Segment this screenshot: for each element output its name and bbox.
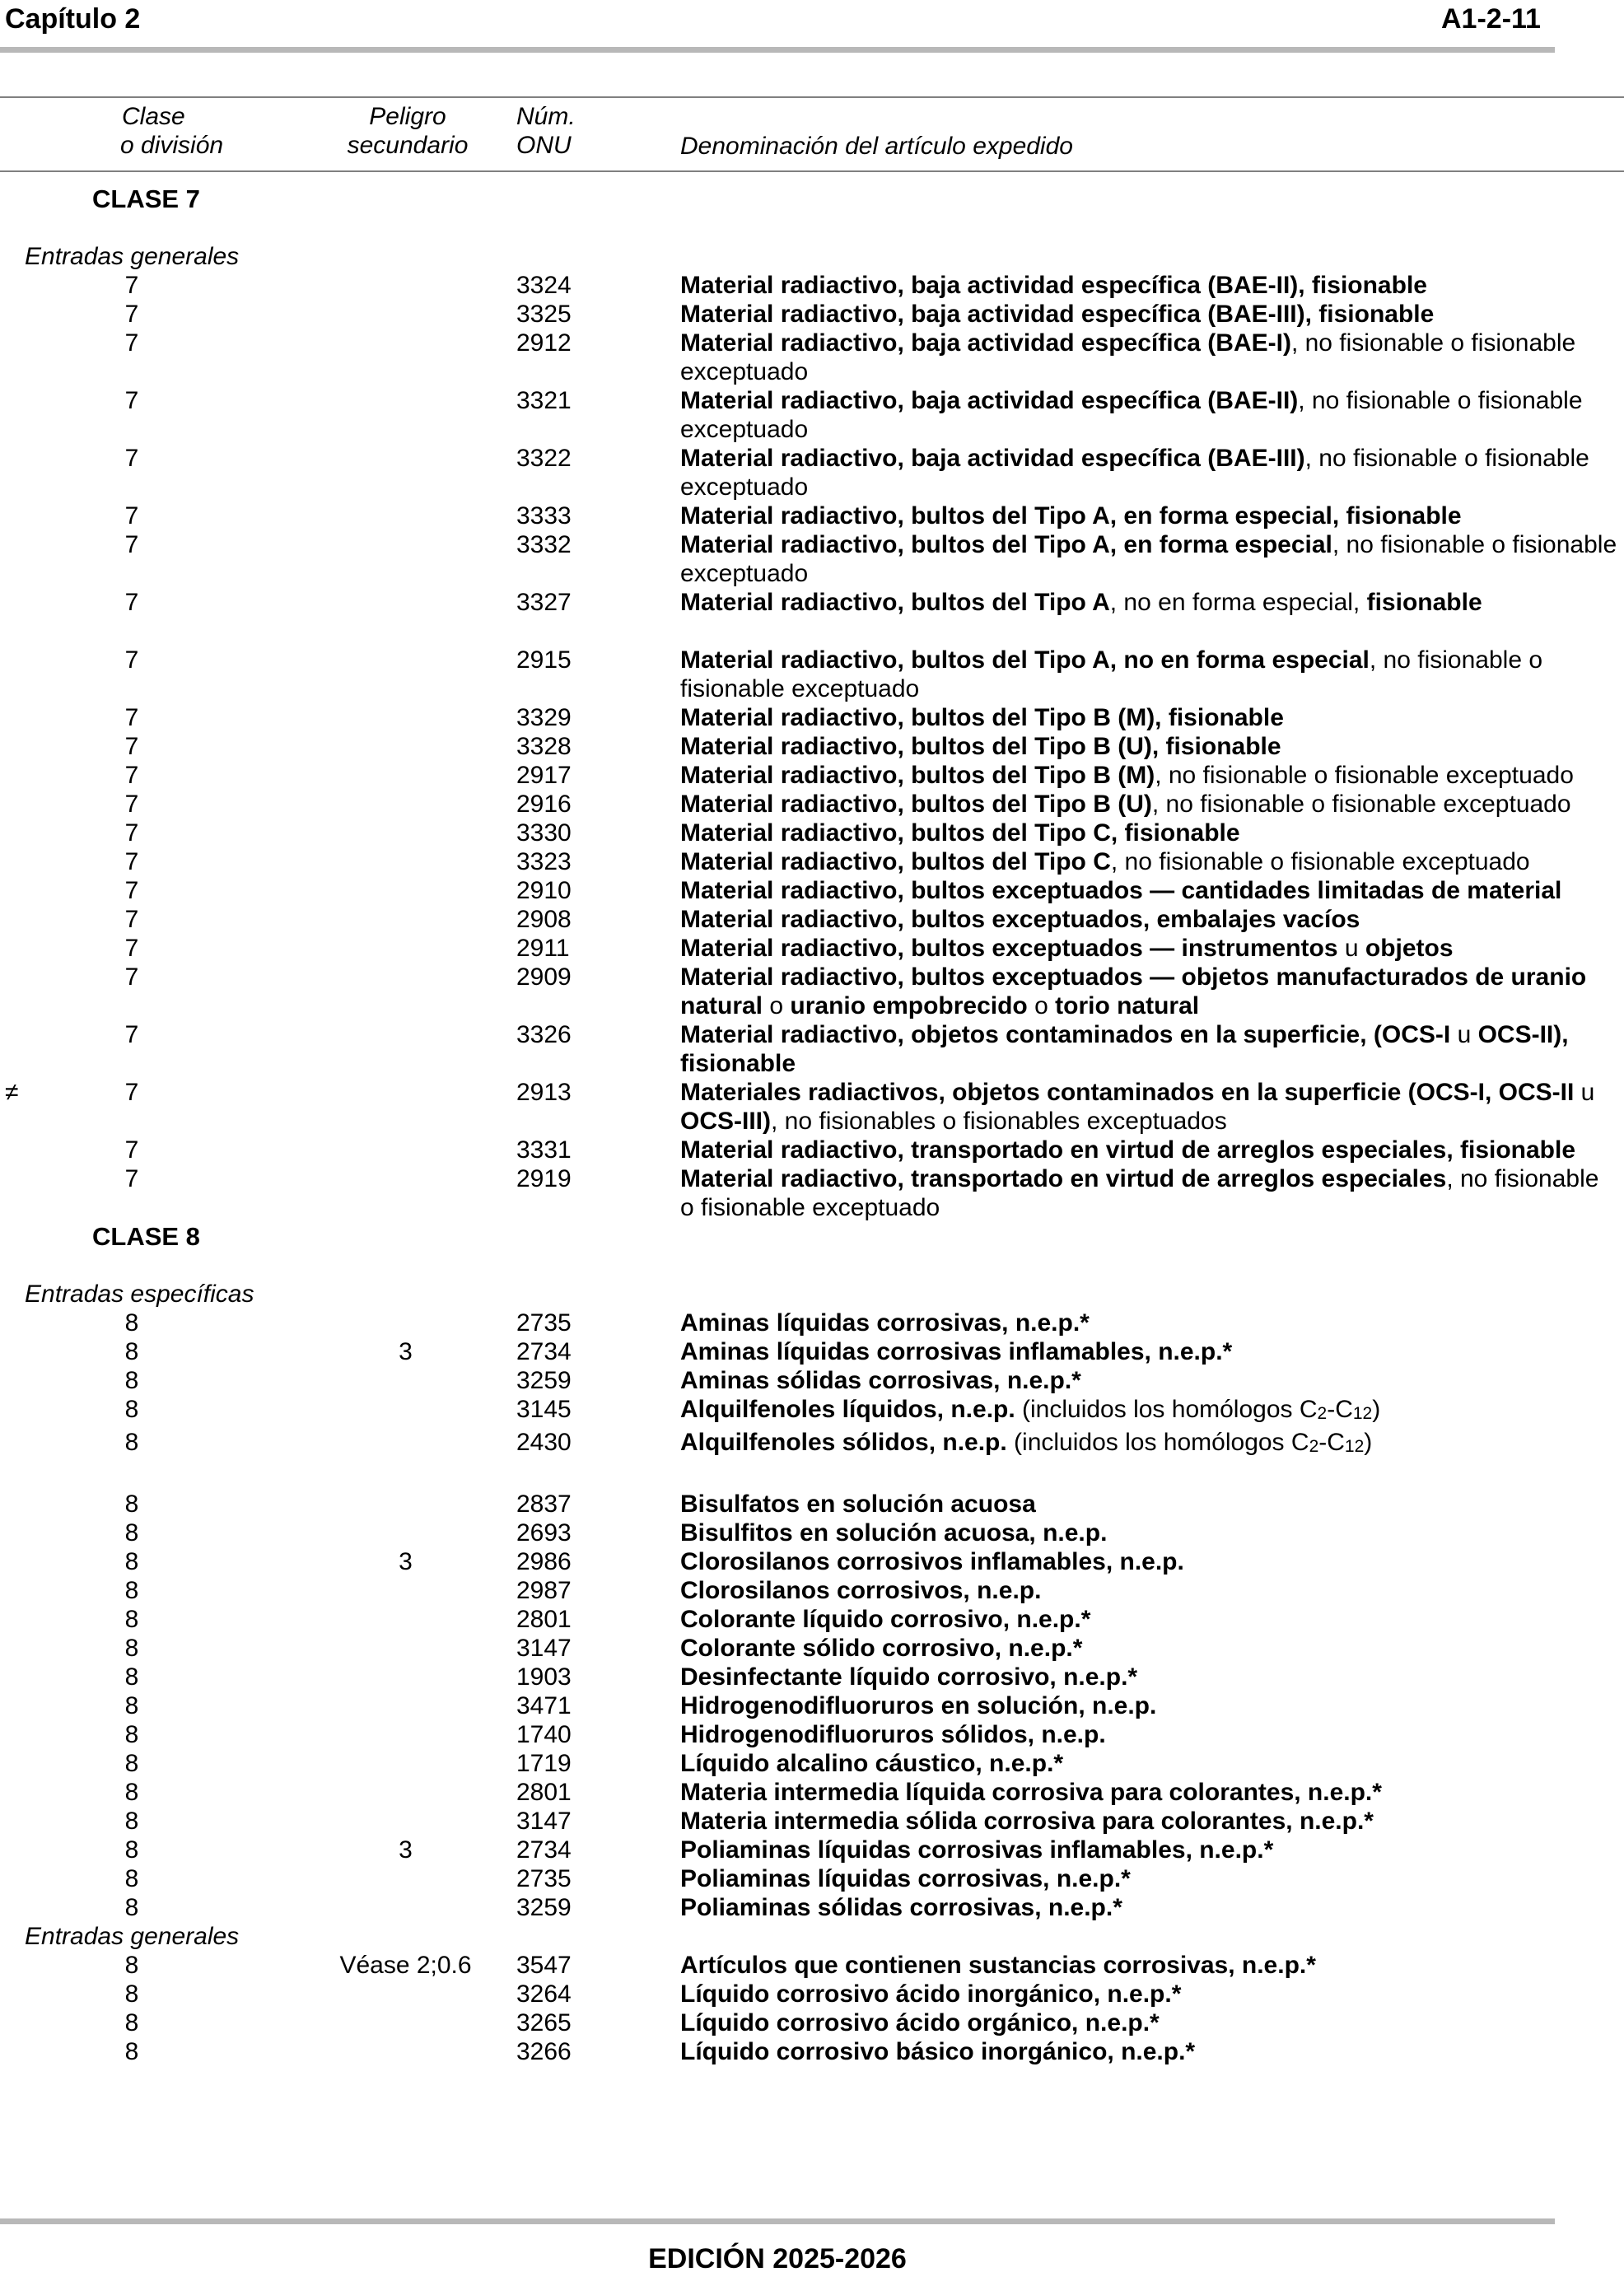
table-row: [0, 1519, 1624, 1547]
bold-name-segment: Líquido corrosivo básico inorgánico, n.e.p.*: [680, 2038, 1196, 2065]
shipping-name-cell: [680, 300, 1619, 329]
shipping-name-cell: [680, 934, 1619, 963]
edition-footer: EDICIÓN 2025-2026: [648, 2243, 907, 2274]
un-number-cell: 2693: [516, 1519, 572, 1547]
subscript-segment: 12: [1352, 1404, 1373, 1423]
table-row: [0, 588, 1624, 617]
row-spacer: [0, 1461, 1624, 1490]
bold-name-segment: Poliaminas sólidas corrosivas, n.e.p.*: [680, 1894, 1122, 1921]
column-header-shipping-name: Denominación del artículo expedido: [680, 133, 1073, 160]
un-number-cell: 2837: [516, 1491, 572, 1518]
shipping-name-cell: [680, 761, 1619, 790]
shipping-name-cell: [680, 2008, 1619, 2037]
column-header-secondary: [338, 102, 478, 160]
group-heading: Entradas generales: [25, 243, 240, 270]
table-row: [0, 847, 1624, 876]
bold-name-segment: Hidrogenodifluoruros sólidos, n.e.p.: [680, 1721, 1106, 1748]
table-row: [0, 1807, 1624, 1836]
un-number-cell: 3265: [516, 2009, 572, 2036]
class-cell: 8: [124, 1865, 139, 1892]
class-cell: 8: [124, 1750, 139, 1777]
table-header-rule: [0, 170, 1624, 172]
shipping-name-cell: [680, 2037, 1619, 2066]
plain-name-segment: , no fisionable o fisionable exceptuado: [680, 1165, 1599, 1221]
shipping-name-cell: [680, 1136, 1619, 1164]
bold-name-segment: Material radiactivo, bultos del Tipo A, en forma especial, fisionable: [680, 502, 1462, 530]
column-header-class-line2: o división: [120, 132, 224, 159]
table-row: [0, 1634, 1624, 1663]
class-heading: [0, 1222, 1624, 1280]
plain-name-segment: -C: [1318, 1429, 1345, 1456]
table-row: [0, 329, 1624, 386]
table-row: [0, 790, 1624, 819]
table-top-rule: [0, 96, 1624, 98]
class-cell: 8: [124, 1635, 139, 1662]
bold-name-segment: Material radiactivo, bultos del Tipo B (U), fisionable: [680, 733, 1281, 760]
class-cell: 8: [124, 1309, 139, 1337]
bold-name-segment: Clorosilanos corrosivos inflamables, n.e.p.: [680, 1548, 1184, 1575]
class-cell: 7: [124, 1079, 139, 1106]
shipping-name-cell: [680, 386, 1619, 444]
secondary-hazard-cell: 3: [399, 1338, 413, 1365]
class-cell: 8: [124, 1663, 139, 1691]
un-number-cell: 3471: [516, 1692, 572, 1719]
table-row: [0, 1836, 1624, 1864]
bold-name-segment: uranio empobrecido: [790, 992, 1028, 1019]
table-row: [0, 963, 1624, 1020]
un-number-cell: 2913: [516, 1079, 572, 1106]
un-number-cell: 2734: [516, 1338, 572, 1365]
plain-name-segment: ): [1372, 1396, 1381, 1423]
un-number-cell: 3332: [516, 531, 572, 558]
shipping-name-cell: [680, 819, 1619, 847]
bold-name-segment: Material radiactivo, bultos del Tipo B (M), fisionable: [680, 704, 1284, 731]
shipping-name-cell: [680, 1605, 1619, 1634]
un-number-cell: 3266: [516, 2038, 572, 2065]
bold-name-segment: Material radiactivo, baja actividad específica (BAE-II): [680, 387, 1299, 414]
chapter-title: Capítulo 2: [5, 3, 141, 35]
shipping-name-cell: [680, 1020, 1619, 1078]
table-row: [0, 732, 1624, 761]
bold-name-segment: Material radiactivo, bultos del Tipo B (M): [680, 762, 1155, 789]
class-cell: 7: [124, 963, 139, 991]
class-cell: 7: [124, 733, 139, 760]
un-number-cell: 3324: [516, 272, 572, 299]
bold-name-segment: Clorosilanos corrosivos, n.e.p.: [680, 1577, 1042, 1604]
class-heading: [0, 184, 1624, 242]
shipping-name-cell: [680, 1864, 1619, 1893]
shipping-name-cell: [680, 1395, 1619, 1428]
shipping-name-cell: [680, 646, 1619, 703]
class-cell: 8: [124, 2038, 139, 2065]
shipping-name-cell: [680, 1980, 1619, 2008]
bold-name-segment: Material radiactivo, bultos exceptuados — cantidades limitadas de material: [680, 877, 1562, 904]
table-row: [0, 1395, 1624, 1428]
shipping-name-cell: [680, 502, 1619, 530]
un-number-cell: 3264: [516, 1980, 572, 2008]
un-number-cell: 3329: [516, 704, 572, 731]
class-cell: 7: [124, 646, 139, 674]
bold-name-segment: Material radiactivo, baja actividad específica (BAE-III), fisionable: [680, 301, 1435, 328]
shipping-name-cell: [680, 1576, 1619, 1605]
column-header-un-line2: ONU: [516, 132, 572, 159]
entries-table: [0, 184, 1624, 2066]
shipping-name-cell: [680, 847, 1619, 876]
shipping-name-cell: [680, 588, 1619, 617]
plain-name-segment: , no fisionable o fisionable exceptuado: [680, 531, 1617, 587]
un-number-cell: 3325: [516, 301, 572, 328]
table-row: [0, 703, 1624, 732]
un-number-cell: 3259: [516, 1367, 572, 1394]
bold-name-segment: Líquido alcalino cáustico, n.e.p.*: [680, 1750, 1064, 1777]
column-header-un-line1: Núm.: [516, 103, 576, 130]
table-row: [0, 502, 1624, 530]
un-number-cell: 2986: [516, 1548, 572, 1575]
class-cell: 8: [124, 1980, 139, 2008]
class-cell: 8: [124, 1692, 139, 1719]
secondary-hazard-cell: 3: [399, 1548, 413, 1575]
shipping-name-cell: [680, 1807, 1619, 1836]
un-number-cell: 3323: [516, 848, 572, 875]
un-number-cell: 1740: [516, 1721, 572, 1748]
class-cell: 8: [124, 1721, 139, 1748]
bold-name-segment: Material radiactivo, bultos del Tipo A, en forma especial: [680, 531, 1332, 558]
group-heading: Entradas generales: [25, 1923, 240, 1950]
bold-name-segment: fisionable: [1366, 589, 1482, 616]
subscript-segment: 12: [1344, 1437, 1365, 1456]
class-cell: 8: [124, 1836, 139, 1864]
shipping-name-cell: [680, 790, 1619, 819]
table-row: [0, 271, 1624, 300]
table-row: [0, 1136, 1624, 1164]
un-number-cell: 2911: [516, 935, 570, 962]
plain-name-segment: , no fisionable o fisionable exceptuado: [680, 445, 1589, 501]
un-number-cell: 2430: [516, 1429, 572, 1456]
bold-name-segment: Colorante líquido corrosivo, n.e.p.*: [680, 1606, 1091, 1633]
un-number-cell: 2912: [516, 329, 572, 357]
shipping-name-cell: [680, 1309, 1619, 1337]
un-number-cell: 3331: [516, 1136, 572, 1164]
class-cell: 7: [124, 502, 139, 530]
un-number-cell: 2917: [516, 762, 572, 789]
table-row: [0, 1547, 1624, 1576]
class-cell: 7: [124, 791, 139, 818]
shipping-name-cell: [680, 329, 1619, 386]
bold-name-segment: Bisulfitos en solución acuosa, n.e.p.: [680, 1519, 1108, 1547]
class-cell: 7: [124, 445, 139, 472]
column-header-class: [120, 102, 223, 160]
bold-name-segment: Material radiactivo, transportado en virtud de arreglos especiales, fisionable: [680, 1136, 1576, 1164]
table-row: [0, 1720, 1624, 1749]
group-heading: Entradas específicas: [25, 1281, 254, 1308]
table-row: [0, 300, 1624, 329]
plain-name-segment: , no fisionable o fisionable exceptuado: [680, 329, 1576, 385]
bold-name-segment: Aminas líquidas corrosivas inflamables, n.e.p.*: [680, 1338, 1233, 1365]
class-cell: 7: [124, 589, 139, 616]
shipping-name-cell: [680, 444, 1619, 502]
bold-name-segment: Materia intermedia sólida corrosiva para colorantes, n.e.p.*: [680, 1808, 1374, 1835]
shipping-name-cell: [680, 1428, 1619, 1461]
table-row: [0, 530, 1624, 588]
plain-name-segment: -C: [1327, 1396, 1353, 1423]
class-cell: 8: [124, 1491, 139, 1518]
bold-name-segment: OCS-III): [680, 1108, 771, 1135]
class-cell: 8: [124, 1396, 139, 1423]
class-cell: 8: [124, 1338, 139, 1365]
plain-name-segment: (incluidos los homólogos C: [1006, 1429, 1309, 1456]
class-cell: 7: [124, 1165, 139, 1192]
class-cell: 7: [124, 1021, 139, 1048]
class-cell: 7: [124, 762, 139, 789]
table-row: [0, 1020, 1624, 1078]
un-number-cell: 2735: [516, 1309, 572, 1337]
secondary-hazard-cell: 3: [399, 1836, 413, 1864]
table-row: [0, 876, 1624, 905]
bold-name-segment: Líquido corrosivo ácido inorgánico, n.e.p.*: [680, 1980, 1182, 2008]
table-row: [0, 1576, 1624, 1605]
bold-name-segment: Material radiactivo, baja actividad específica (BAE-I): [680, 329, 1291, 357]
table-row: [0, 1980, 1624, 2008]
class-cell: 8: [124, 1577, 139, 1604]
row-spacer: [0, 617, 1624, 646]
class-heading-text: CLASE 7: [92, 184, 200, 213]
bold-name-segment: Material radiactivo, bultos exceptuados — objetos manufacturados de uranio natural: [680, 963, 1587, 1019]
plain-name-segment: , no fisionable o fisionable exceptuado: [1151, 791, 1571, 818]
plain-name-segment: o: [1027, 992, 1056, 1019]
plain-name-segment: , no fisionables o fisionables exceptuados: [771, 1108, 1227, 1135]
shipping-name-cell: [680, 876, 1619, 905]
table-row: [0, 386, 1624, 444]
shipping-name-cell: [680, 703, 1619, 732]
shipping-name-cell: [680, 1691, 1619, 1720]
shipping-name-cell: [680, 1893, 1619, 1922]
un-number-cell: 3147: [516, 1808, 572, 1835]
table-row: [0, 646, 1624, 703]
class-cell: 7: [124, 329, 139, 357]
bold-name-segment: Material radiactivo, transportado en virtud de arreglos especiales: [680, 1165, 1447, 1192]
column-header-un-number: [516, 102, 576, 160]
plain-name-segment: , no fisionable o fisionable exceptuado: [1155, 762, 1574, 789]
plain-name-segment: , no fisionable o fisionable exceptuado: [680, 646, 1543, 702]
table-row: [0, 444, 1624, 502]
plain-name-segment: u: [1337, 935, 1365, 962]
class-cell: 7: [124, 387, 139, 414]
bold-name-segment: Material radiactivo, bultos exceptuados — instrumentos: [680, 935, 1338, 962]
subscript-segment: 2: [1317, 1404, 1328, 1423]
shipping-name-cell: [680, 1337, 1619, 1366]
shipping-name-cell: [680, 1164, 1619, 1222]
bold-name-segment: Líquido corrosivo ácido orgánico, n.e.p.*: [680, 2009, 1160, 2036]
bold-name-segment: Poliaminas líquidas corrosivas inflamables, n.e.p.*: [680, 1836, 1274, 1864]
class-cell: 8: [124, 1952, 139, 1979]
bold-name-segment: Bisulfatos en solución acuosa: [680, 1491, 1036, 1518]
bold-name-segment: Material radiactivo, bultos del Tipo C, fisionable: [680, 819, 1240, 847]
un-number-cell: 3547: [516, 1952, 572, 1979]
bold-name-segment: Material radiactivo, bultos del Tipo C: [680, 848, 1111, 875]
un-number-cell: 2801: [516, 1606, 572, 1633]
table-row: [0, 761, 1624, 790]
class-cell: 7: [124, 819, 139, 847]
un-number-cell: 3147: [516, 1635, 572, 1662]
class-heading-text: CLASE 8: [92, 1222, 200, 1251]
class-cell: 7: [124, 531, 139, 558]
un-number-cell: 2916: [516, 791, 572, 818]
plain-name-segment: , no fisionable o fisionable exceptuado: [1110, 848, 1530, 875]
table-row: [0, 1309, 1624, 1337]
un-number-cell: 1903: [516, 1663, 572, 1691]
table-row: [0, 1428, 1624, 1461]
class-cell: 7: [124, 848, 139, 875]
shipping-name-cell: [680, 1836, 1619, 1864]
bold-name-segment: Material radiactivo, baja actividad específica (BAE-II), fisionable: [680, 272, 1427, 299]
table-row: [0, 1164, 1624, 1222]
column-header-class-line1: Clase: [122, 103, 185, 130]
un-number-cell: 2910: [516, 877, 572, 904]
shipping-name-cell: [680, 1519, 1619, 1547]
bold-name-segment: Material radiactivo, bultos exceptuados, embalajes vacíos: [680, 906, 1360, 933]
bold-name-segment: Poliaminas líquidas corrosivas, n.e.p.*: [680, 1865, 1131, 1892]
un-number-cell: 2735: [516, 1865, 572, 1892]
shipping-name-cell: [680, 530, 1619, 588]
class-cell: 8: [124, 1519, 139, 1547]
un-number-cell: 3327: [516, 589, 572, 616]
shipping-name-cell: [680, 732, 1619, 761]
plain-name-segment: , no en forma especial,: [1109, 589, 1367, 616]
bold-name-segment: Materiales radiactivos, objetos contaminados en la superficie (OCS-I, OCS-II: [680, 1079, 1575, 1106]
table-row: [0, 1951, 1624, 1980]
un-number-cell: 2915: [516, 646, 572, 674]
un-number-cell: 2801: [516, 1779, 572, 1806]
un-number-cell: 3328: [516, 733, 572, 760]
shipping-name-cell: [680, 1663, 1619, 1691]
class-cell: 7: [124, 704, 139, 731]
table-row: [0, 819, 1624, 847]
table-row: [0, 934, 1624, 963]
secondary-hazard-cell: Véase 2;0.6: [339, 1952, 472, 1979]
shipping-name-cell: [680, 1634, 1619, 1663]
shipping-name-cell: [680, 1366, 1619, 1395]
table-row: [0, 1490, 1624, 1519]
class-cell: 7: [124, 877, 139, 904]
class-cell: 7: [124, 301, 139, 328]
un-number-cell: 3330: [516, 819, 572, 847]
class-cell: 7: [124, 272, 139, 299]
un-number-cell: 2919: [516, 1165, 572, 1192]
bold-name-segment: Aminas líquidas corrosivas, n.e.p.*: [680, 1309, 1090, 1337]
amendment-mark: ≠: [5, 1079, 19, 1106]
bold-name-segment: Colorante sólido corrosivo, n.e.p.*: [680, 1635, 1083, 1662]
class-cell: 8: [124, 1808, 139, 1835]
table-row: [0, 1663, 1624, 1691]
table-row: [0, 1366, 1624, 1395]
table-row: [0, 1078, 1624, 1136]
header-rule: [0, 47, 1555, 53]
bold-name-segment: Alquilfenoles líquidos, n.e.p.: [680, 1396, 1015, 1423]
bold-name-segment: Material radiactivo, bultos del Tipo B (U): [680, 791, 1152, 818]
table-row: [0, 1893, 1624, 1922]
un-number-cell: 2987: [516, 1577, 572, 1604]
subscript-segment: 2: [1309, 1437, 1319, 1456]
shipping-name-cell: [680, 1547, 1619, 1576]
shipping-name-cell: [680, 963, 1619, 1020]
bold-name-segment: Artículos que contienen sustancias corrosivas, n.e.p.*: [680, 1952, 1316, 1979]
table-row: [0, 1749, 1624, 1778]
un-number-cell: 3321: [516, 387, 572, 414]
un-number-cell: 2734: [516, 1836, 572, 1864]
class-cell: 7: [124, 906, 139, 933]
class-cell: 8: [124, 1429, 139, 1456]
un-number-cell: 3333: [516, 502, 572, 530]
table-row: [0, 2008, 1624, 2037]
plain-name-segment: (incluidos los homólogos C: [1015, 1396, 1318, 1423]
class-cell: 7: [124, 1136, 139, 1164]
shipping-name-cell: [680, 1078, 1619, 1136]
un-number-cell: 3259: [516, 1894, 572, 1921]
bold-name-segment: objetos: [1365, 935, 1454, 962]
bold-name-segment: Aminas sólidas corrosivas, n.e.p.*: [680, 1367, 1081, 1394]
class-cell: 8: [124, 1779, 139, 1806]
plain-name-segment: , no fisionable o fisionable exceptuado: [680, 387, 1583, 443]
un-number-cell: 1719: [516, 1750, 572, 1777]
table-row: [0, 1778, 1624, 1807]
shipping-name-cell: [680, 1951, 1619, 1980]
table-row: [0, 2037, 1624, 2066]
bold-name-segment: Desinfectante líquido corrosivo, n.e.p.*: [680, 1663, 1138, 1691]
table-row: [0, 1691, 1624, 1720]
bold-name-segment: Materia intermedia líquida corrosiva para colorantes, n.e.p.*: [680, 1779, 1382, 1806]
plain-name-segment: o: [763, 992, 791, 1019]
class-cell: 8: [124, 1894, 139, 1921]
bold-name-segment: torio natural: [1055, 992, 1200, 1019]
shipping-name-cell: [680, 1720, 1619, 1749]
bold-name-segment: Hidrogenodifluoruros en solución, n.e.p.: [680, 1692, 1157, 1719]
un-number-cell: 3145: [516, 1396, 572, 1423]
class-cell: 8: [124, 1548, 139, 1575]
table-row: [0, 1605, 1624, 1634]
un-number-cell: 3326: [516, 1021, 572, 1048]
table-row: [0, 1337, 1624, 1366]
column-header-secondary-line1: Peligro: [369, 103, 446, 130]
plain-name-segment: u: [1574, 1079, 1595, 1106]
shipping-name-cell: [680, 1778, 1619, 1807]
bold-name-segment: OCS-II), fisionable: [680, 1021, 1569, 1077]
shipping-name-cell: [680, 1749, 1619, 1778]
footer-rule: [0, 2218, 1555, 2224]
page-reference: A1-2-11: [1441, 3, 1541, 35]
un-number-cell: 2909: [516, 963, 572, 991]
class-cell: 8: [124, 1367, 139, 1394]
plain-name-segment: ): [1364, 1429, 1373, 1456]
un-number-cell: 3322: [516, 445, 572, 472]
shipping-name-cell: [680, 1490, 1619, 1519]
bold-name-segment: Alquilfenoles sólidos, n.e.p.: [680, 1429, 1007, 1456]
shipping-name-cell: [680, 905, 1619, 934]
table-row: [0, 905, 1624, 934]
class-cell: 8: [124, 2009, 139, 2036]
un-number-cell: 2908: [516, 906, 572, 933]
shipping-name-cell: [680, 271, 1619, 300]
table-row: [0, 1864, 1624, 1893]
class-cell: 7: [124, 935, 139, 962]
bold-name-segment: Material radiactivo, objetos contaminados en la superficie, (OCS-I: [680, 1021, 1451, 1048]
bold-name-segment: Material radiactivo, bultos del Tipo A: [680, 589, 1110, 616]
class-cell: 8: [124, 1606, 139, 1633]
plain-name-segment: u: [1450, 1021, 1478, 1048]
column-header-secondary-line2: secundario: [347, 132, 469, 159]
bold-name-segment: Material radiactivo, baja actividad específica (BAE-III): [680, 445, 1305, 472]
bold-name-segment: Material radiactivo, bultos del Tipo A, no en forma especial: [680, 646, 1370, 674]
